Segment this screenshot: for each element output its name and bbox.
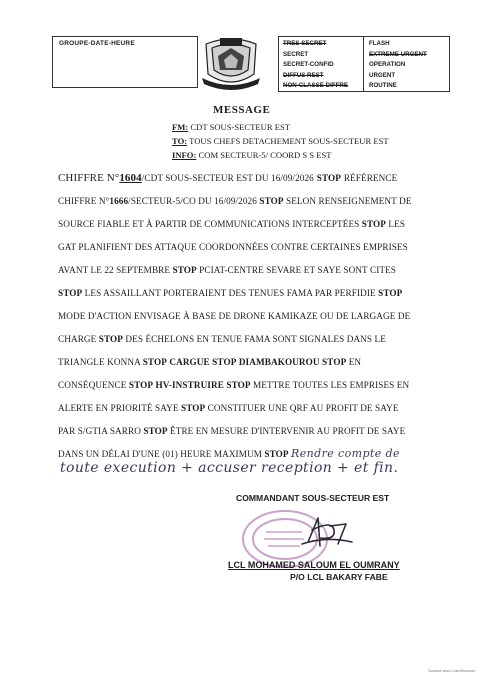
from-line [172, 122, 290, 132]
stop-word: STOP [316, 173, 341, 183]
priority-item: EXTREME URGENT [369, 50, 427, 58]
body-text: PAR S/GTIA SARRO [58, 426, 141, 436]
body-text: SELON RENSEIGNEMENT DE [286, 196, 412, 206]
body-line-9 [58, 357, 361, 367]
stop-word: STOP [58, 288, 83, 298]
body-line-2 [58, 196, 412, 206]
body-text: SOURCE FIABLE ET À PARTIR DE COMMUNICATIONS INTERCEPTÉES [58, 219, 360, 229]
classification-item: SECRET [283, 50, 309, 58]
place-name: DIAMBAKOUROU [238, 357, 320, 367]
signature-icon [290, 512, 360, 552]
body-text: METTRE TOUTES LES EMPRISES EN [253, 380, 410, 390]
body-line-1 [58, 172, 397, 184]
stop-word: STOP [361, 219, 387, 229]
date-group-label: GROUPE-DATE-HEURE [59, 40, 135, 47]
body-text: GAT PLANIFIENT DES ATTAQUE COORDONNÉES CONTRE CERTAINES EMPRISES [58, 242, 408, 252]
classification-item: NON-CLASSE DIFFRE [283, 82, 348, 90]
scanner-watermark: Scanné avec CamScanner [428, 668, 476, 673]
emblem-icon [198, 34, 264, 90]
classification-item: SECRET-CONFID [283, 61, 334, 69]
from-key: FM: [172, 122, 189, 132]
stop-word: STOP [226, 380, 251, 390]
body-text: ÊTRE EN MESURE D'INTERVENIR AU PROFIT DE SAYE [170, 426, 406, 436]
classification-item: TRES SECRET [283, 40, 327, 47]
priority-item: FLASH [369, 40, 390, 47]
stop-word: STOP [98, 334, 124, 344]
classification-box [278, 36, 364, 92]
officer-name: LCL MOHAMED SALOUM EL OUMRANY [228, 560, 400, 570]
stop-word: STOP [143, 426, 168, 436]
stop-word: STOP [128, 380, 154, 390]
body-line-6 [58, 288, 402, 298]
body-text: MODE D'ACTION ENVISAGE À BASE DE DRONE KAMIKAZE OU DE LARGAGE DE [58, 311, 411, 321]
from-value: CDT SOUS-SECTEUR EST [190, 122, 291, 132]
chiffre-number: 1604 [119, 172, 142, 184]
stop-word: STOP [264, 449, 289, 459]
stop-word: STOP [378, 288, 403, 298]
body-text: ALERTE EN PRIORITÉ SAYE [58, 403, 179, 413]
body-text: CONSTITUER UNE QRF AU PROFIT DE SAYE [207, 403, 399, 413]
body-line-12 [58, 426, 405, 436]
stop-word: STOP [322, 357, 347, 367]
stop-word: STOP [259, 196, 284, 206]
body-text: TRIANGLE KONNA [58, 357, 141, 367]
body-line-13 [58, 447, 400, 460]
body-text: DES ÉCHELONS EN TENUE FAMA SONT SIGNALES DANS LE [125, 334, 386, 344]
body-line-5 [58, 265, 396, 275]
message-title: MESSAGE [213, 104, 271, 116]
body-text: LES [388, 219, 406, 229]
place-name: CARGUE [169, 357, 210, 367]
body-line-11 [58, 403, 399, 413]
body-text: AVANT LE 22 SEPTEMBRE [58, 265, 171, 275]
priority-item: URGENT [369, 71, 396, 79]
to-value: TOUS CHEFS DETACHEMENT SOUS-SECTEUR EST [189, 136, 389, 146]
body-line-7 [58, 311, 410, 321]
body-text: LES ASSAILLANT PORTERAIENT DES TENUES FAMA PAR PERFIDIE [84, 288, 376, 298]
info-value: COM SECTEUR-5/ COORD S S EST [198, 150, 332, 160]
body-text: /CDT SOUS-SECTEUR EST DU 16/09/2026 [141, 173, 314, 183]
stop-word: STOP [181, 403, 206, 413]
stop-word: STOP [172, 265, 197, 275]
to-key: TO: [172, 136, 188, 146]
to-line [172, 136, 389, 146]
signatory-title: COMMANDANT SOUS-SECTEUR EST [236, 493, 390, 503]
body-line-8 [58, 334, 386, 344]
stop-word: STOP [212, 357, 237, 367]
body-text: EN [348, 357, 362, 367]
body-line-4 [58, 242, 408, 252]
classification-item: DIFFUS REST [283, 71, 324, 79]
chiffre-label: CHIFFRE N° [58, 172, 120, 184]
handwritten-note-line: toute execution + accuser reception + et fin. [60, 460, 399, 476]
body-text: CONSÉQUENCE [58, 380, 127, 390]
reference-number: 1666 [109, 196, 129, 206]
date-group-box [52, 36, 198, 88]
handwritten-note: Rendre compte de [291, 447, 400, 460]
body-line-10 [58, 380, 409, 390]
body-text: RÉFÉRENCE [343, 173, 398, 183]
body-text: HV-INSTRUIRE [155, 380, 224, 390]
body-text: PCIAT-CENTRE SEVARE ET SAYE SONT CITES [199, 265, 397, 275]
body-text: CHARGE [58, 334, 97, 344]
body-text: /SECTEUR-5/CO DU 16/09/2026 [128, 196, 257, 206]
info-key: INFO: [172, 150, 197, 160]
priority-box [364, 36, 450, 92]
info-line [172, 150, 332, 160]
stop-word: STOP [142, 357, 167, 367]
body-line-3 [58, 219, 405, 229]
body-text: CHIFFRE N° [58, 196, 110, 206]
priority-item: ROUTINE [369, 82, 397, 90]
priority-item: OPERATION [369, 61, 406, 69]
officer-on-behalf: P/O LCL BAKARY FABE [290, 572, 388, 582]
body-text: DANS UN DÉLAI D'UNE (01) HEURE MAXIMUM [58, 449, 262, 459]
